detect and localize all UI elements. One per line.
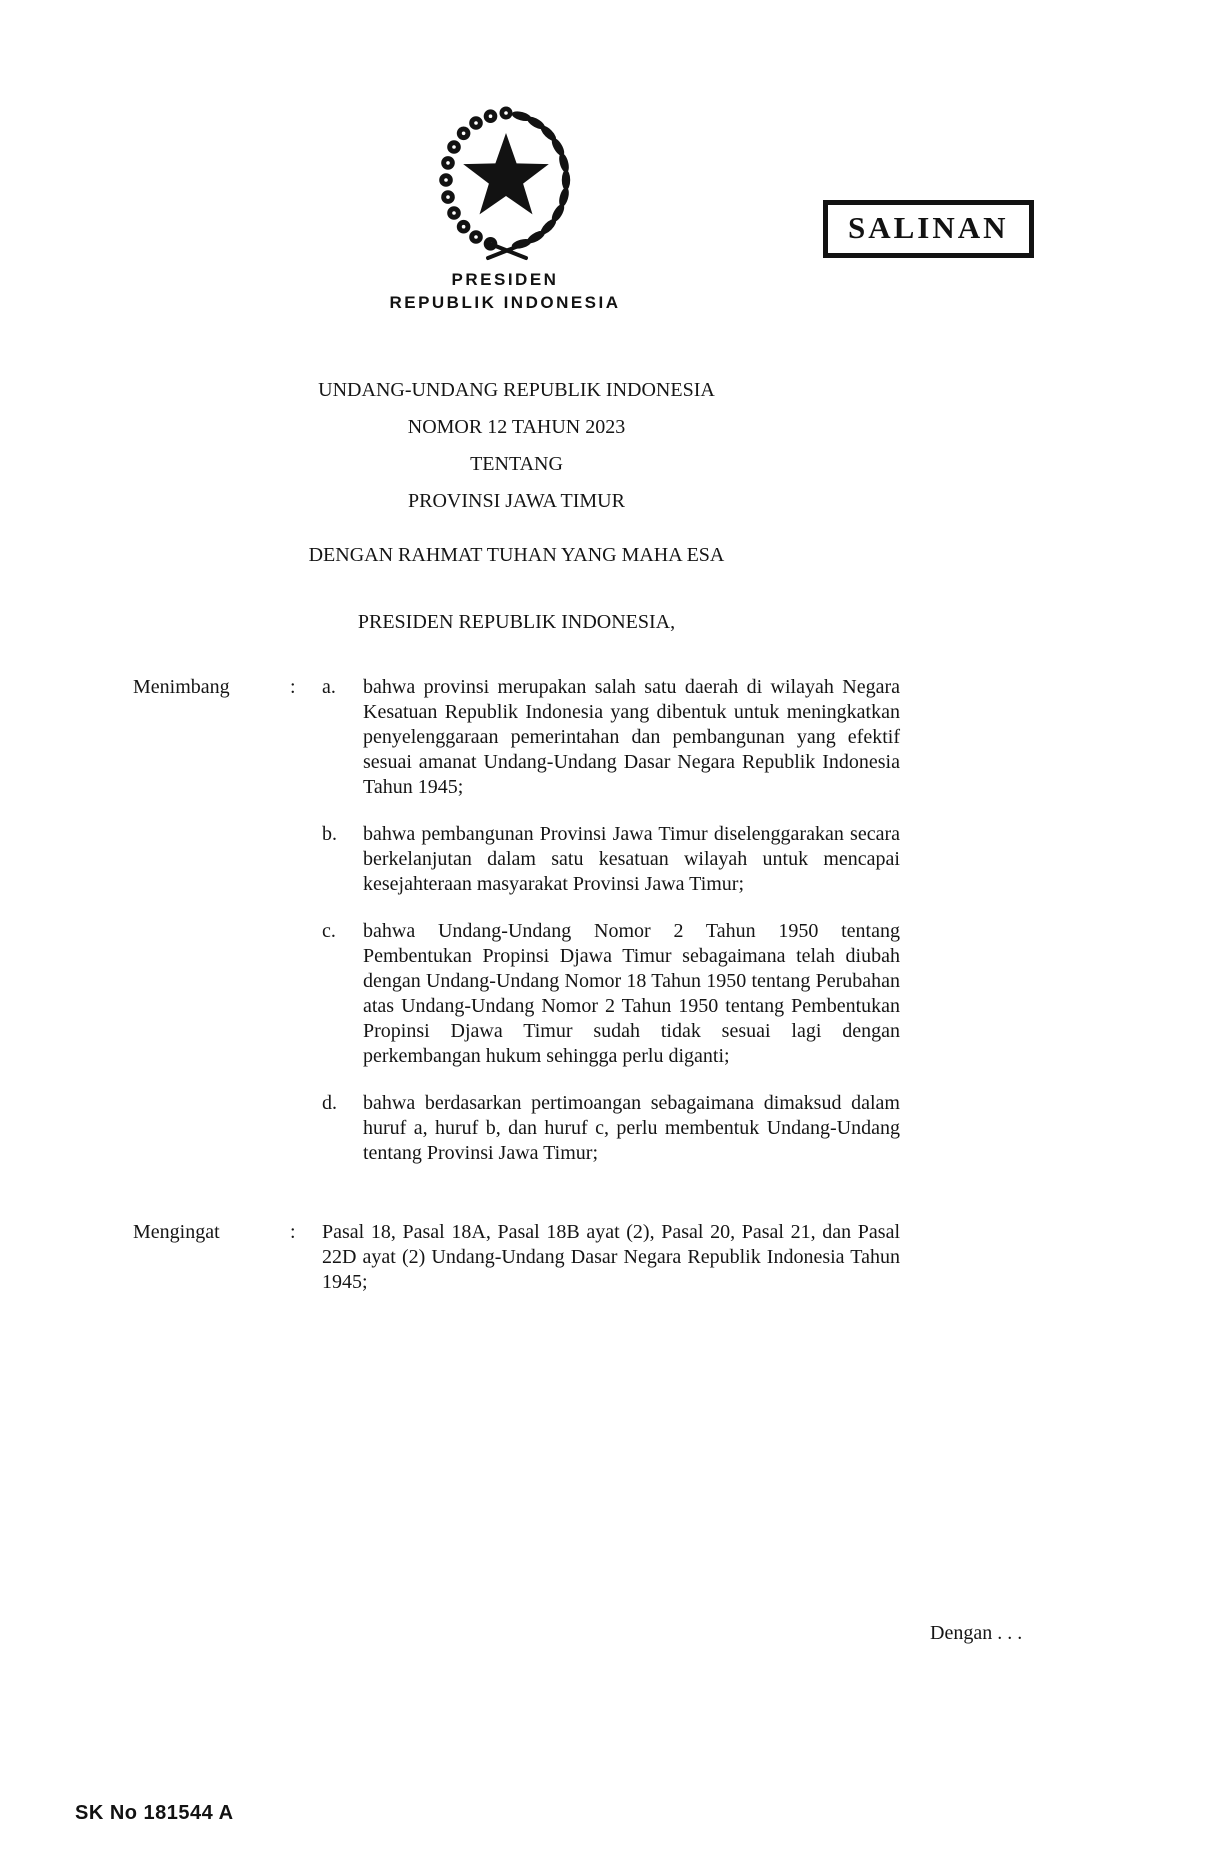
title-line-2: NOMOR 12 TAHUN 2023 [407,416,626,438]
title-line-4: PROVINSI JAWA TIMUR [408,490,625,512]
title-line-1: UNDANG-UNDANG REPUBLIK INDONESIA [318,379,715,401]
catchword: Dengan . . . [930,1622,1023,1644]
document-body [133,372,900,1295]
item-letter: c. [322,920,336,942]
sk-number: SK No 181544 A [75,1802,234,1824]
recalling-section [133,1220,900,1295]
document-title [133,372,900,520]
salinan-stamp: SALINAN [823,200,1034,258]
item-text: bahwa berdasarkan pertimoangan sebagaimana dimaksud dalam huruf a, huruf b, dan huruf c, perlu membentuk Undang-Undang tentang Provinsi Jawa Timur; [363,1092,900,1164]
item-letter: a. [322,676,336,698]
item-letter: d. [322,1092,337,1114]
recalling-colon: : [290,1221,296,1243]
recalling-text: Pasal 18, Pasal 18A, Pasal 18B ayat (2), Pasal 20, Pasal 21, dan Pasal 22D ayat (2) Undang-Undang Dasar Negara Republik Indonesia Tahun 1945; [322,1221,900,1293]
considering-colon: : [290,676,296,698]
considering-label: Menimbang [133,676,230,698]
invocation-line: DENGAN RAHMAT TUHAN YANG MAHA ESA [308,544,725,566]
letterhead-presiden: PRESIDEN [451,270,559,289]
considering-item-b [322,822,900,897]
considering-item-d [322,1091,900,1166]
authority-line: PRESIDEN REPUBLIK INDONESIA, [357,611,676,633]
item-text: bahwa pembangunan Provinsi Jawa Timur diselenggarakan secara berkelanjutan dalam satu kesatuan wilayah untuk mencapai kesejahteraan masyarakat Provinsi Jawa Timur; [363,823,900,895]
recalling-label: Mengingat [133,1221,220,1243]
star-wreath-emblem-icon [430,100,582,262]
item-text: bahwa Undang-Undang Nomor 2 Tahun 1950 tentang Pembentukan Propinsi Djawa Timur sebagaimana telah diubah dengan Undang-Undang Nomor 18 Tahun 1950 tentang Perubahan atas Undang-Undang Nomor 2 Tahun 1950 tentang Pembentukan Propinsi Djawa Timur sudah tidak sesuai lagi dengan perkembangan hukum sehingga perlu diganti; [363,920,900,1067]
item-letter: b. [322,823,337,845]
considering-section [133,675,900,1166]
letterhead-republik-indonesia: REPUBLIK INDONESIA [389,293,621,312]
considering-item-a [322,675,900,800]
considering-items [322,675,900,1166]
considering-item-c [322,919,900,1069]
title-line-3: TENTANG [470,453,563,475]
letterhead [305,268,705,314]
item-text: bahwa provinsi merupakan salah satu daerah di wilayah Negara Kesatuan Republik Indonesia yang dibentuk untuk meningkatkan penyelenggaraan pemerintahan dan pembangunan yang efektif sesuai amanat Undang-Undang Dasar Negara Republik Indonesia Tahun 1945; [363,676,900,798]
